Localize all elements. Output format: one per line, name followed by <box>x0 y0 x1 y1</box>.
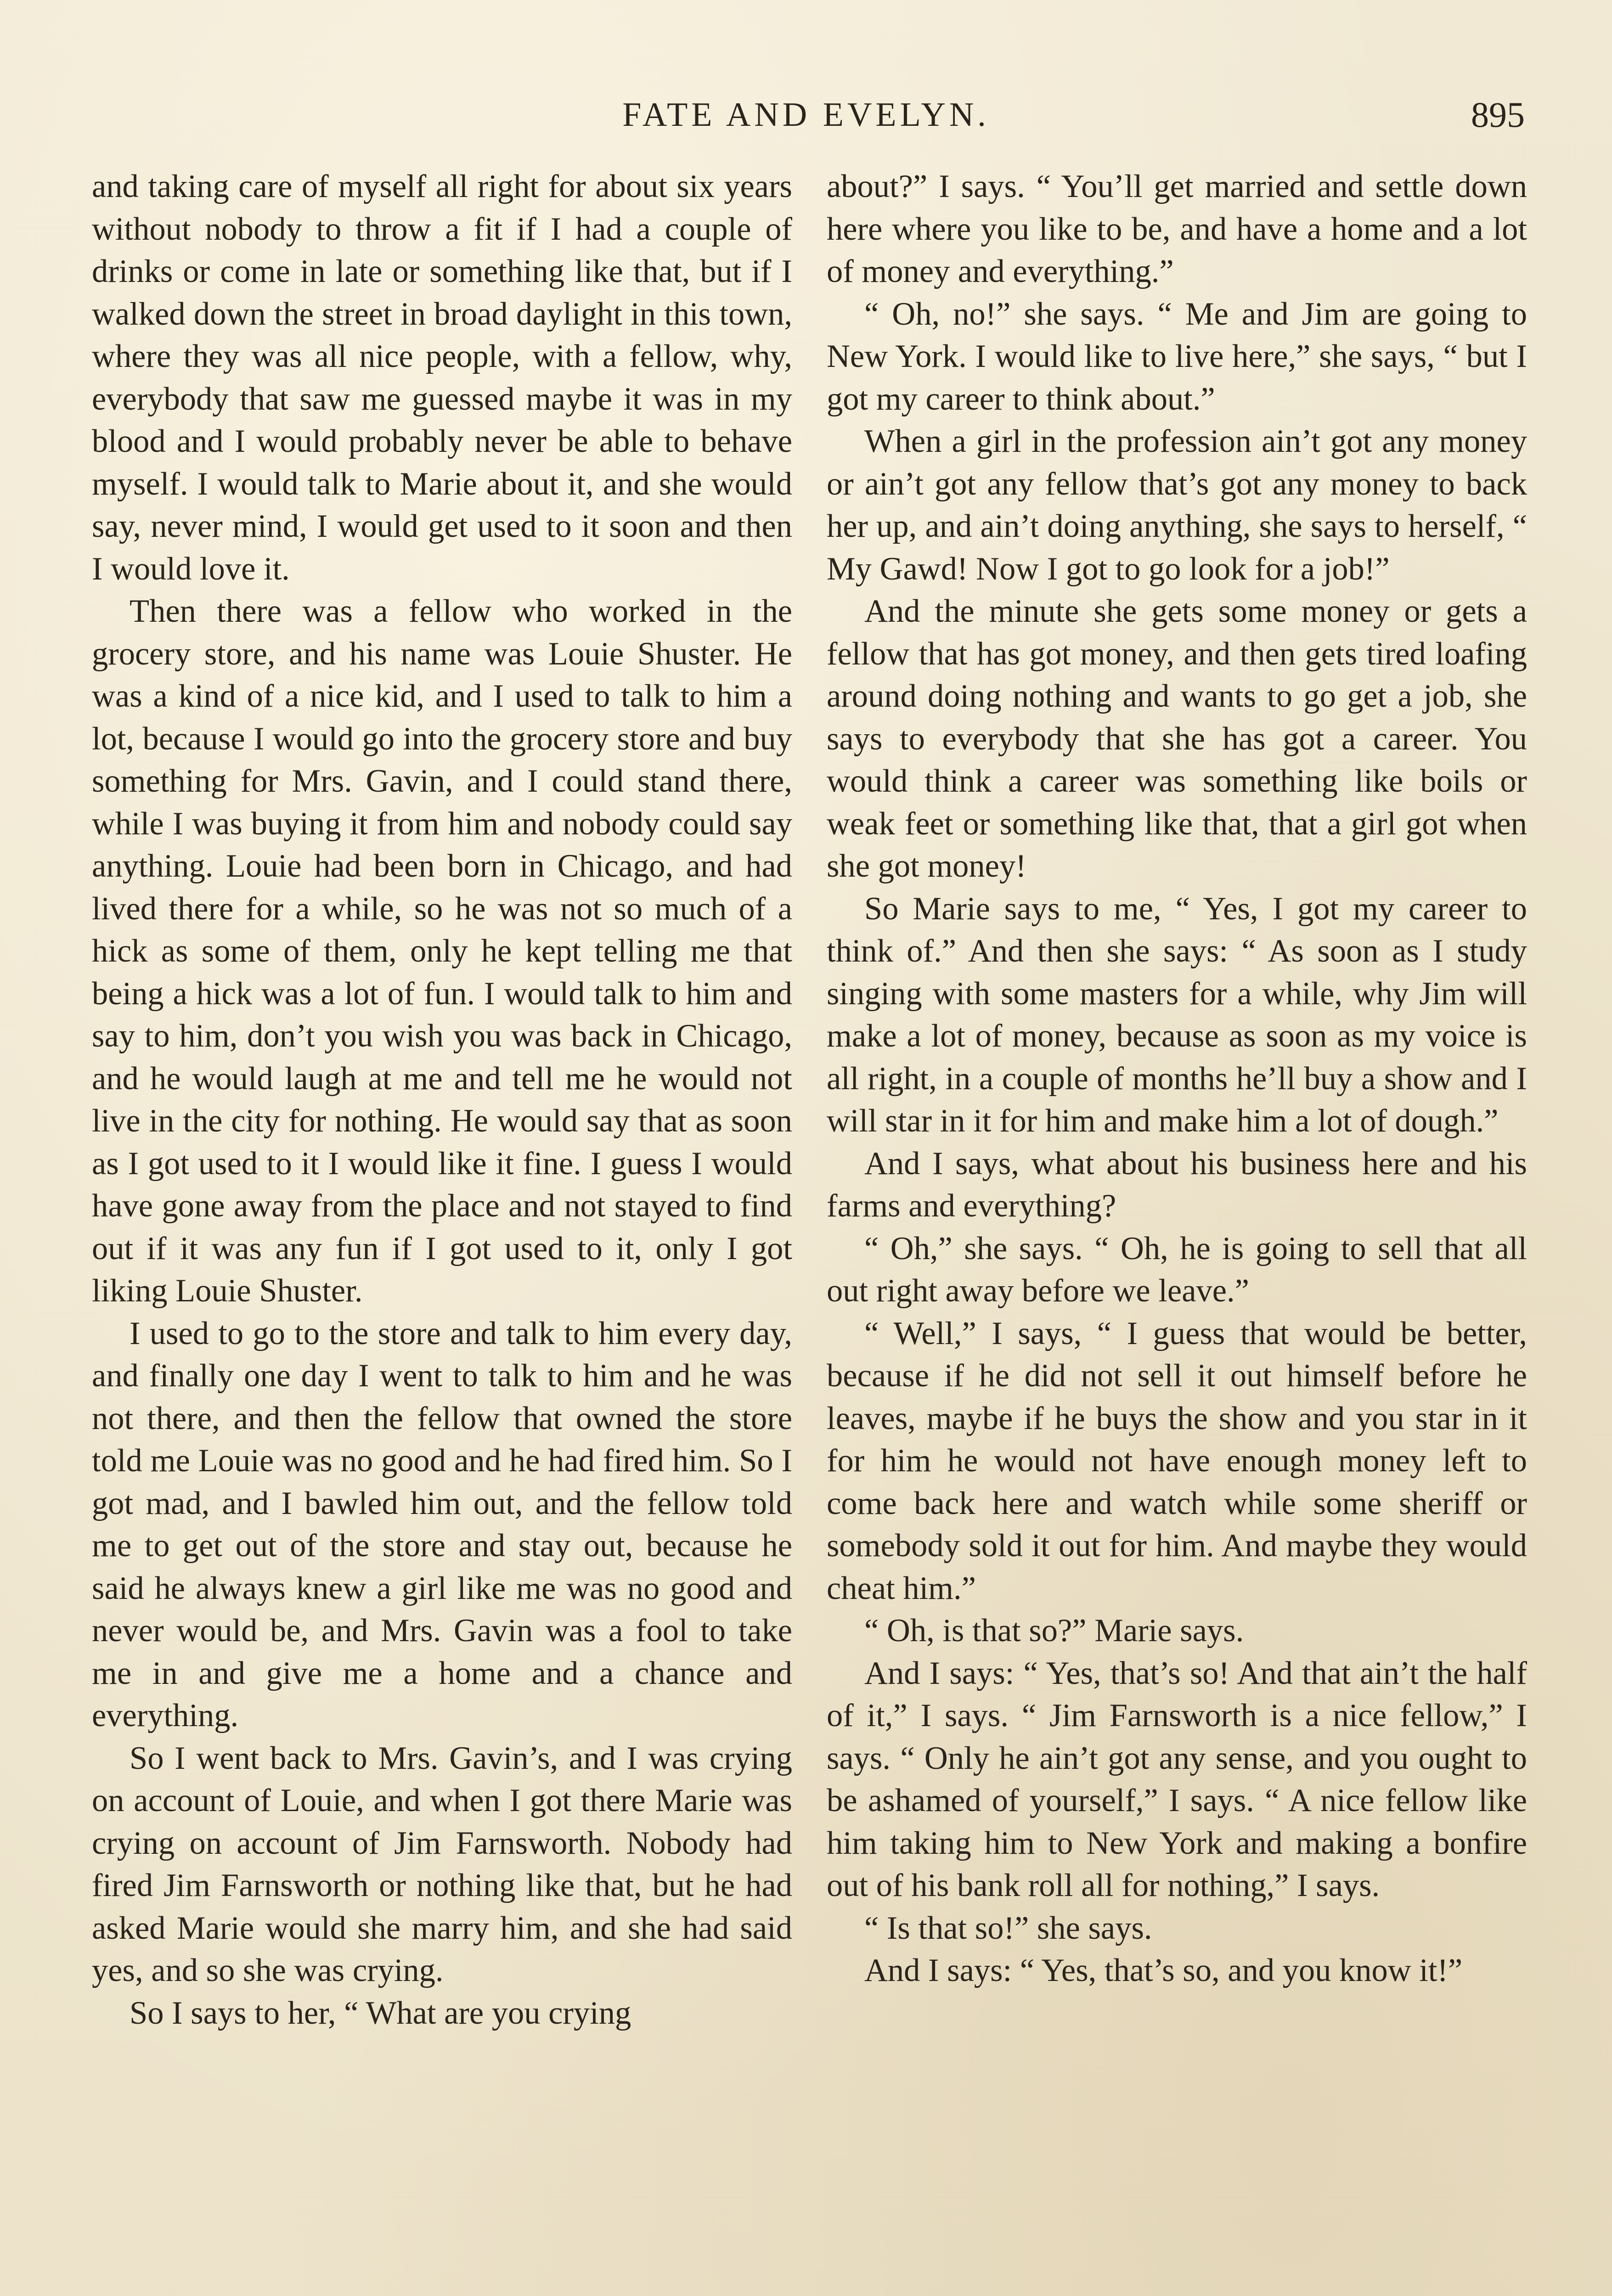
paragraph: So I went back to Mrs. Gavin’s, and I was crying on account of Louie, and when I got there Marie was crying on account of Jim Farnsworth. Nobody had fired Jim Farnsworth or nothing like that, but he had asked Marie would she marry him, and she had said yes, and so she was crying. <box>92 1740 792 1988</box>
running-title: FATE AND EVELYN. <box>622 96 990 134</box>
paragraph: And I says, what about his business here and his farms and everything? <box>827 1145 1527 1224</box>
paragraph: about?” I says. “ You’ll get married and settle down here where you like to be, and have a home and a lot of money and everything.” <box>827 169 1527 289</box>
paragraph: “ Oh, is that so?” Marie says. <box>864 1613 1244 1649</box>
page-number: 895 <box>1471 95 1525 135</box>
paragraph: I used to go to the store and talk to him every day, and finally one day I went to talk to him and he was not there, and then the fellow that owned the store told me Louie was no good and he had fired him. So I got mad, and I bawled him out, and the fellow told me to get out of the store and stay out, because he said he always knew a girl like me was no good and never would be, and Mrs. Gavin was a fool to take me in and give me a home and a chance and everything. <box>92 1315 792 1733</box>
text-column-right <box>827 165 1527 1992</box>
paragraph: And I says: “ Yes, that’s so, and you know it!” <box>864 1953 1463 1988</box>
paragraph: And I says: “ Yes, that’s so! And that ain’t the half of it,” I says. “ Jim Farnsworth is a nice fellow,” I says. “ Only he ain’t got any sense, and you ought to be ashamed of yourself,” I says. “ A nice fellow like him taking him to New York and making a bonfire out of his bank roll all for nothing,” I says. <box>827 1655 1527 1903</box>
paragraph: “ Is that so!” she says. <box>864 1910 1152 1946</box>
paragraph: “ Well,” I says, “ I guess that would be better, because if he did not sell it out himself before he leaves, maybe if he buys the show and you star in it for him he would not have enough money left to come back here and watch while some sheriff or somebody sold it out for him. And maybe they would cheat him.” <box>827 1315 1527 1606</box>
paragraph: So Marie says to me, “ Yes, I got my career to think of.” And then she says: “ As soon as I study singing with some masters for a while, why Jim will make a lot of money, because as soon as my voice is all right, in a couple of months he’ll buy a show and I will star in it for him and make him a lot of dough.” <box>827 890 1527 1139</box>
paragraph: So I says to her, “ What are you crying <box>130 1995 631 2031</box>
paragraph: “ Oh,” she says. “ Oh, he is going to sell that all out right away before we leave.” <box>827 1230 1527 1309</box>
paragraph: and taking care of myself all right for about six years without nobody to throw a fit if I had a couple of drinks or come in late or something like that, but if I walked down the street in broad daylight in this town, where they was all nice people, with a fellow, why, everybody that saw me guessed maybe it was in my blood and I would probably never be able to behave myself. I would talk to Marie about it, and she would say, never mind, I would get used to it soon and then I would love it. <box>92 169 792 587</box>
paragraph: Then there was a fellow who worked in the grocery store, and his name was Louie Shuster. He was a kind of a nice kid, and I used to talk to him a lot, because I would go into the grocery store and buy something for Mrs. Gavin, and I could stand there, while I was buying it from him and nobody could say anything. Louie had been born in Chicago, and had lived there for a while, so he was not so much of a hick as some of them, only he kept telling me that being a hick was a lot of fun. I would talk to him and say to him, don’t you wish you was back in Chicago, and he would laugh at me and tell me he would not live in the city for nothing. He would say that as soon as I got used to it I would like it fine. I guess I would have gone away from the place and not stayed to find out if it was any fun if I got used to it, only I got liking Louie Shuster. <box>92 593 792 1309</box>
paragraph: When a girl in the profession ain’t got any money or ain’t got any fellow that’s got any money to back her up, and ain’t doing anything, she says to herself, “ My Gawd! Now I got to go look for a job!” <box>827 423 1527 587</box>
paragraph: And the minute she gets some money or gets a fellow that has got money, and then gets tired loafing around doing nothing and wants to go get a job, she says to everybody that she has got a career. You would think a career was something like boils or weak feet or something like that, that a girl got when she got money! <box>827 593 1527 884</box>
running-head <box>0 90 1612 140</box>
text-column-left <box>92 165 792 2034</box>
paragraph: “ Oh, no!” she says. “ Me and Jim are going to New York. I would like to live here,” she says, “ but I got my career to think about.” <box>827 296 1527 417</box>
